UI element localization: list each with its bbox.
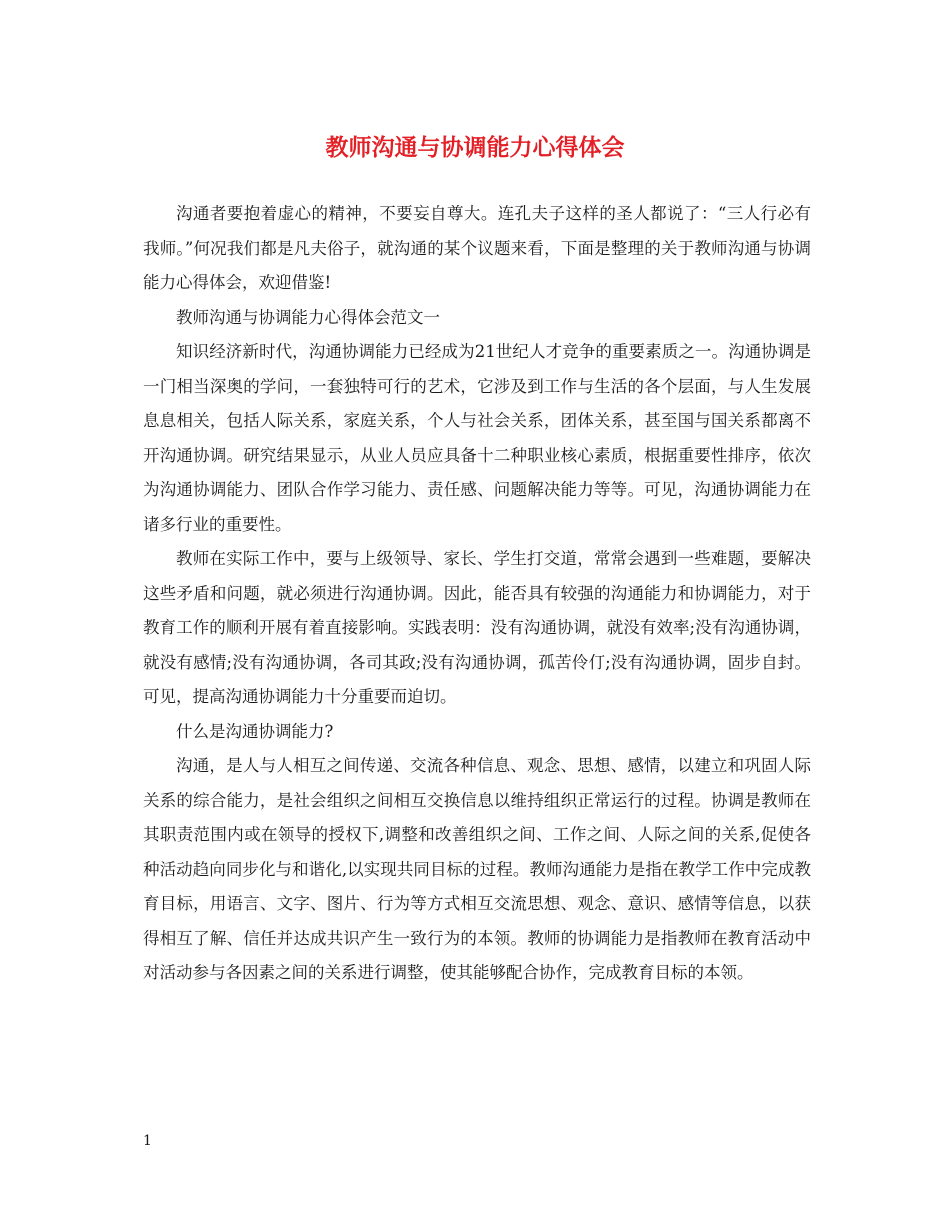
intro-paragraph: 沟通者要抱着虚心的精神，不要妄自尊大。连孔夫子这样的圣人都说了：“三人行必有我师。”何况我们都是凡夫俗子，就沟通的某个议题来看，下面是整理的关于教师沟通与协调能力心得体会，欢迎借鉴!: [143, 204, 811, 292]
document-body: [143, 197, 811, 991]
paragraph-knowledge-economy: 知识经济新时代，沟通协调能力已经成为21世纪人才竞争的重要素质之一。沟通协调是一门相当深奥的学问，一套独特可行的艺术，它涉及到工作与生活的各个层面，与人生发展息息相关，包括人际关系，家庭关系，个人与社会关系，团体关系，甚至国与国关系都离不开沟通协调。研究结果显示，从业人员应具备十二种职业核心素质，根据重要性排序，依次为沟通协调能力、团队合作学习能力、责任感、问题解决能力等等。可见，沟通协调能力在诸多行业的重要性。: [143, 342, 811, 534]
page-title: 教师沟通与协调能力心得体会: [325, 135, 625, 161]
section-heading-sample-one: 教师沟通与协调能力心得体会范文一: [176, 307, 440, 327]
paragraph-teacher-work: 教师在实际工作中，要与上级领导、家长、学生打交道，常常会遇到一些难题，要解决这些矛盾和问题，就必须进行沟通协调。因此，能否具有较强的沟通能力和协调能力，对于教育工作的顺利开展有着直接影响。实践表明：没有沟通协调，就没有效率;没有沟通协调，就没有感情;没有沟通协调，各司其政;没有沟通协调，孤苦伶仃;没有沟通协调，固步自封。可见，提高沟通协调能力十分重要而迫切。: [143, 549, 811, 706]
question-heading: 什么是沟通协调能力?: [176, 721, 334, 741]
page-number: 1: [143, 1133, 152, 1149]
paragraph-definition: 沟通，是人与人相互之间传递、交流各种信息、观念、思想、感情，以建立和巩固人际关系的综合能力，是社会组织之间相互交换信息以维持组织正常运行的过程。协调是教师在其职责范围内或在领导的授权下,调整和改善组织之间、工作之间、人际之间的关系,促使各种活动趋向同步化与和谐化,以实现共同目标的过程。教师沟通能力是指在教学工作中完成教育目标，用语言、文字、图片、行为等方式相互交流思想、观念、意识、感情等信息，以获得相互了解、信任并达成共识产生一致行为的本领。教师的协调能力是指教师在教育活动中对活动参与各因素之间的关系进行调整，使其能够配合协作，完成教育目标的本领。: [143, 756, 811, 982]
